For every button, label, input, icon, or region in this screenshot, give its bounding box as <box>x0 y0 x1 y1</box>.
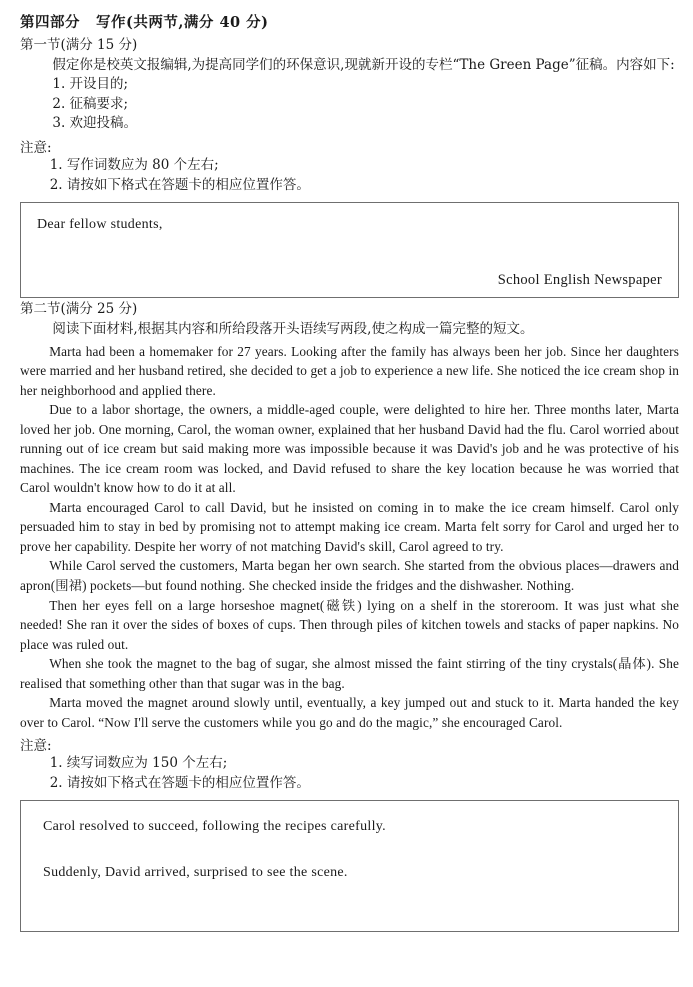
story-paragraph: Due to a labor shortage, the owners, a middle-aged couple, were delighted to hire her. Three months later, Marta loved her job. One morning, Carol, the woman owner, explained that her husband David had the flu. Carol worried about running out of ice cream but said making more was impossible because it was David's job and he was protective of his machines. The ice cream room was locked, and David refused to share the key location because he was worried that Carol wouldn't know how to do it at all. <box>20 402 679 496</box>
answer-box-section-two[interactable] <box>20 800 679 932</box>
note-item: 1. 续写词数应为 150 个左右; <box>49 755 228 772</box>
part-heading-right: 写作(共两节,满分 40 分) <box>96 14 269 31</box>
answer-box-section-one[interactable] <box>20 202 679 298</box>
story-paragraph: While Carol served the customers, Marta began her own search. She started from the obvious places—drawers and apron(围裙) pockets—but found nothing. She checked inside the fridges and the dishwasher. Nothing. <box>20 558 679 593</box>
story-paragraph: Then her eyes fell on a large horseshoe magnet(磁铁) lying on a shelf in the storeroom. It was just what she needed! She ran it over the sides of boxes of cups. Then through piles of kitchen towels and stacks of paper napkins. No place was ruled out. <box>20 597 679 652</box>
continuation-line-one: Carol resolved to succeed, following the recipes carefully. <box>43 819 386 835</box>
list-item: 1. 开设目的; <box>52 76 129 93</box>
section-two-title: 第二节(满分 25 分) <box>20 301 138 318</box>
section-two-notes-label: 注意: <box>20 738 52 755</box>
section-one-title: 第一节(满分 15 分) <box>20 36 138 53</box>
story-paragraph: Marta encouraged Carol to call David, but he insisted on coming in to make the ice cream himself. Carol only persuaded him to stay in bed by promising not to attempt making ice cream. Marta felt sorry for Carol and urged her to prove her capability. Despite her worry of not matching David's skill, Carol agreed to try. <box>20 499 679 554</box>
part-heading <box>20 14 679 33</box>
note-item: 1. 写作词数应为 80 个左右; <box>49 157 219 173</box>
answer-box-salutation: Dear fellow students, <box>37 217 163 233</box>
note-item: 2. 请按如下格式在答题卡的相应位置作答。 <box>49 774 310 791</box>
part-heading-left: 第四部分 <box>20 14 80 31</box>
section-two-prompt: 阅读下面材料,根据其内容和所给段落开头语续写两段,使之构成一篇完整的短文。 <box>52 321 534 338</box>
answer-box-signature: School English Newspaper <box>497 272 662 289</box>
story-paragraph: Marta had been a homemaker for 27 years. Looking after the family has always been her job. Since her daughters were married and her husband retired, she decided to get a job to experience a new life. She noticed the ice cream shop in her neighborhood and applied there. <box>20 343 679 398</box>
story-paragraph: When she took the magnet to the bag of sugar, she almost missed the faint stirring of the tiny crystals(晶体). She realised that something other than that sugar was in the bag. <box>20 656 679 691</box>
list-item: 3. 欢迎投稿。 <box>52 115 138 132</box>
continuation-gap <box>43 835 664 865</box>
section-one-notes-label: 注意: <box>20 140 52 156</box>
note-item: 2. 请按如下格式在答题卡的相应位置作答。 <box>49 176 310 193</box>
list-item: 2. 征稿要求; <box>52 95 129 112</box>
section-one-prompt: 假定你是校英文报编辑,为提高同学们的环保意识,现就新开设的专栏“The Green Page”征稿。内容如下: <box>52 57 675 74</box>
continuation-line-two: Suddenly, David arrived, surprised to see the scene. <box>43 865 348 881</box>
story-paragraph: Marta moved the magnet around slowly until, eventually, a key jumped out and stuck to it. Marta handed the key over to Carol. “Now I'll serve the customers while you go and do the magic,” she encouraged Carol. <box>20 695 679 730</box>
